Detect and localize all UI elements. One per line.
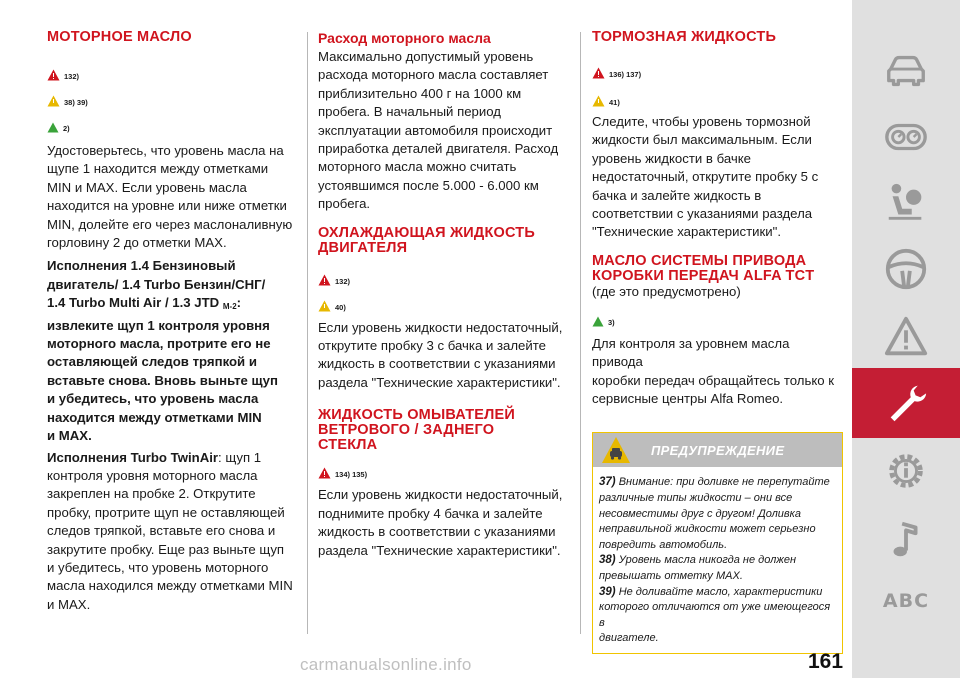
text-span: : щуп 1 [218, 449, 262, 465]
text-line: жидкость в соответствии с указаниями [318, 524, 556, 540]
warning-item [599, 553, 836, 569]
heading-line: ДВИГАТЕЛЯ [318, 239, 408, 256]
sidebar-item-index[interactable] [852, 566, 960, 636]
heading-line: ОХЛАЖДАЮЩАЯ ЖИДКОСТЬ [318, 224, 535, 241]
tct-note: (где это предусмотрено) [592, 283, 741, 299]
text-span: 1.4 Turbo Multi Air / 1.3 JTD [47, 295, 223, 311]
heading-line: СТЕКЛА [318, 437, 378, 454]
environment-refs: 3) [608, 317, 615, 327]
oil-consumption-paragraph [318, 48, 568, 214]
text-line: вставьте снова. Вновь выньте щуп [47, 372, 278, 388]
warning-item [599, 585, 836, 601]
warning-ref-row [592, 57, 842, 79]
heading-brake-fluid: ТОРМОЗНАЯ ЖИДКОСТЬ [592, 29, 777, 45]
column-brake-tct [592, 30, 842, 654]
text-line: неправильной жидкости может серьезно [599, 523, 816, 536]
warning-triangle-icon [318, 467, 331, 479]
heading-line: ЖИДКОСТЬ ОМЫВАТЕЛЕЙ [318, 407, 516, 424]
text-line: приработка деталей двигателя. Расход [318, 141, 559, 157]
text-line: уровень жидкости в бачке [592, 150, 752, 166]
heading-engine-oil: МОТОРНОЕ МАСЛО [47, 29, 192, 45]
watermark: carmanualsonline.info [300, 655, 472, 674]
text-line: двигатель/ 1.4 Turbo Бензин/СНГ/ [47, 276, 266, 292]
environment-ref-row [592, 305, 842, 327]
warning-refs: 132) [64, 72, 80, 81]
sidebar-item-instruments[interactable] [852, 102, 960, 172]
music-note-icon [883, 516, 929, 562]
wrench-icon [883, 380, 929, 426]
steering-wheel-icon [883, 246, 929, 292]
text-line: поднимите пробку 4 бачка и залейте [318, 505, 543, 521]
text-line: которого отличаются от уже имеющегося в [599, 601, 831, 629]
text-span: Внимание: при доливке не перепутайте [618, 476, 830, 489]
text-line: Если уровень жидкости недостаточный, [318, 487, 563, 503]
caution-refs: 40) [335, 302, 346, 312]
text-line: пробку, протрите щуп не оставляющей [47, 504, 285, 520]
heading-line: ВЕТРОВОГО / ЗАДНЕГО [318, 422, 495, 439]
column-consumption-coolant [318, 30, 568, 560]
info-gear-icon [883, 448, 929, 494]
heading-washer-fluid [318, 408, 568, 453]
column-divider [580, 32, 581, 634]
text-line: сервисные центры Alfa Romeo. [592, 391, 784, 407]
sidebar-item-car[interactable] [852, 36, 960, 106]
caution-ref-row [47, 85, 297, 107]
page-number: 161 [808, 650, 844, 673]
text-line: жидкость в соответствии с указаниями [318, 356, 556, 372]
sidebar-item-driving[interactable] [852, 234, 960, 304]
versions-paragraph [47, 257, 297, 445]
warning-triangle-icon [883, 314, 929, 360]
text-line: различные типы жидкости – они все [599, 492, 793, 505]
warning-number: 38) [599, 554, 616, 567]
car-warning-icon [601, 436, 631, 464]
text-line: и убедитесь, что уровень моторного [47, 559, 269, 575]
sidebar-item-technical[interactable] [852, 436, 960, 506]
text-line: оставляющей следов тряпкой и [47, 354, 257, 370]
heading-coolant [318, 226, 568, 256]
text-line: MIN и MAX. Если уровень масла [47, 179, 247, 195]
caution-triangle-icon [592, 95, 605, 107]
text-line: закрутите пробку. Еще раз выньте щуп [47, 541, 285, 557]
warning-ref-row [47, 59, 297, 81]
column-engine-oil [47, 30, 297, 614]
column-divider [307, 32, 308, 634]
text-line: недостаточный, открутите пробку 5 с [592, 169, 819, 185]
washer-paragraph [318, 486, 568, 560]
tct-paragraph [592, 335, 842, 409]
text-line: горловину 2 до отметки MAX. [47, 235, 227, 251]
chapter-sidebar [852, 0, 960, 678]
text-line: находится между отметками MIN [47, 409, 262, 425]
text-line: устоявшимся после 5.000 - 6.000 км [318, 177, 539, 193]
warning-number: 37) [599, 476, 616, 489]
subscript: M-2 [222, 302, 237, 312]
coolant-paragraph [318, 319, 568, 393]
text-line: расхода моторного масла составляет [318, 67, 549, 83]
caution-triangle-icon [318, 300, 331, 312]
text-line: несовместимы друг с другом! Доливка [599, 507, 801, 520]
text-span: Исполнения Turbo TwinAir [47, 449, 219, 465]
warning-box-title: ПРЕДУПРЕЖДЕНИЕ [651, 442, 785, 458]
sidebar-item-maintenance[interactable] [852, 368, 960, 438]
text-line: находится на уровне или ниже отметки [47, 198, 287, 214]
text-line: щупе 1 находится между отметками [47, 161, 269, 177]
text-line: масла находился между отметками MIN [47, 578, 293, 594]
caution-triangle-icon [47, 95, 60, 107]
text-span: Не доливайте масло, характеристики [618, 585, 823, 598]
car-icon [883, 48, 929, 94]
warning-box [592, 432, 843, 654]
instrument-cluster-icon [883, 114, 929, 160]
text-line: раздела "Технические характеристики". [318, 374, 561, 390]
text-line: Исполнения 1.4 Бензиновый [47, 258, 236, 274]
text-line: и MAX. [47, 596, 91, 612]
text-line: моторного масла можно считать [318, 159, 517, 175]
text-line: двигателе. [599, 632, 659, 645]
text-line: MIN, долейте его через маслоналивную [47, 216, 293, 232]
text-line: и убедитесь, что уровень масла [47, 391, 259, 407]
text-line [47, 449, 297, 467]
oil-level-paragraph [47, 142, 297, 252]
text-span: Уровень масла никогда не должен [618, 554, 797, 567]
sidebar-item-safety[interactable] [852, 168, 960, 238]
text-line [47, 294, 297, 316]
text-line: Удостоверьтесь, что уровень масла на [47, 143, 284, 158]
text-line: пробега. [318, 196, 371, 212]
text-line: приблизительно 400 г на 1000 км [318, 85, 522, 101]
text-line: превышать отметку MAX. [599, 570, 743, 583]
text-line: пробега. В начальный период [318, 104, 501, 120]
environment-triangle-icon [47, 122, 59, 133]
heading-oil-consumption: Расход моторного масла [318, 30, 491, 46]
warning-refs: 132) [335, 276, 351, 286]
text-line: Максимально допустимый уровень [318, 49, 534, 64]
sidebar-item-emergency[interactable] [852, 302, 960, 372]
brake-fluid-paragraph [592, 113, 842, 242]
text-line: жидкости был максимальным. Если [592, 132, 812, 148]
twinair-paragraph [47, 449, 297, 615]
sidebar-item-multimedia[interactable] [852, 504, 960, 574]
caution-refs: 38) 39) [64, 98, 88, 107]
warning-refs: 134) 135) [335, 470, 368, 480]
airbag-seat-icon [883, 180, 929, 226]
text-line: повредить автомобиль. [599, 538, 728, 551]
text-line: эксплуатации автомобиля происходит [318, 122, 553, 138]
warning-item [599, 475, 836, 491]
warning-triangle-icon [318, 274, 331, 286]
text-line: раздела "Технические характеристики". [318, 542, 561, 558]
text-line: "Технические характеристики". [592, 224, 781, 240]
text-line: следов тряпкой, вставьте его снова и [47, 523, 276, 539]
caution-ref-row [592, 85, 842, 107]
text-line: коробки передач обращайтесь только к [592, 372, 835, 388]
warning-number: 39) [599, 585, 616, 598]
heading-tct-oil [592, 254, 842, 284]
text-line: закреплен на пробке 2. Открутите [47, 486, 256, 502]
text-span: : [236, 295, 242, 311]
text-line: Если уровень жидкости недостаточный, [318, 319, 563, 335]
abc-index-icon: ABC [882, 590, 930, 612]
warning-triangle-icon [47, 69, 60, 81]
caution-refs: 41) [609, 98, 620, 107]
text-line: открутите пробку 3 с бачка и залейте [318, 338, 546, 354]
text-line: и MAX. [47, 428, 92, 444]
caution-ref-row [318, 290, 568, 312]
warning-box-body [593, 467, 842, 653]
text-line: Следите, чтобы уровень тормозной [592, 114, 811, 129]
heading-line: КОРОБКИ ПЕРЕДАЧ ALFA TCT [592, 267, 815, 284]
text-line: бачка и залейте жидкость в [592, 187, 762, 203]
text-line: моторного масла, протрите его не [47, 336, 271, 352]
heading-line: МАСЛО СИСТЕМЫ ПРИВОДА [592, 252, 807, 269]
text-line: извлеките щуп 1 контроля уровня [47, 317, 270, 333]
text-line: соответствии с указаниями раздела [592, 206, 813, 222]
warning-ref-row [318, 264, 568, 286]
warning-box-header [593, 433, 842, 467]
warning-refs: 136) 137) [609, 70, 642, 79]
text-line: Для контроля за уровнем масла привода [592, 335, 790, 370]
text-line: контроля уровня моторного масла [47, 467, 258, 483]
warning-ref-row [318, 457, 568, 479]
environment-refs: 2) [63, 124, 70, 133]
warning-triangle-icon [592, 67, 605, 79]
environment-ref-row [47, 111, 297, 133]
environment-triangle-icon [592, 316, 604, 327]
